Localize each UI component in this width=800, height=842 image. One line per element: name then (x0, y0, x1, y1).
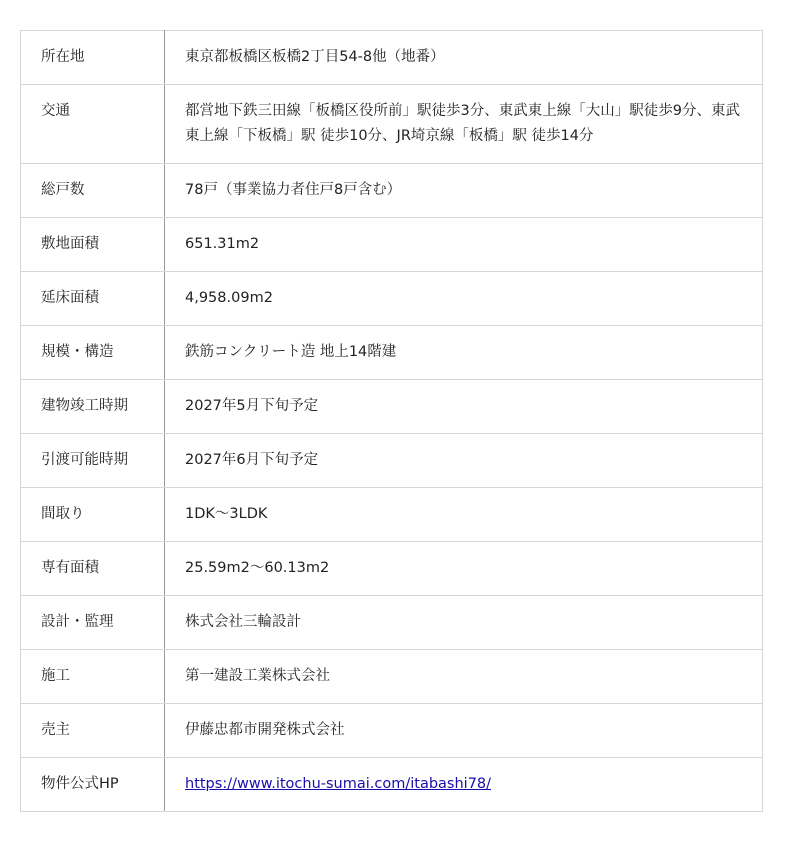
row-label: 設計・監理 (21, 596, 165, 650)
table-row-seller (21, 704, 763, 758)
row-label: 延床面積 (21, 272, 165, 326)
table-row-site-area (21, 218, 763, 272)
table-row-design (21, 596, 763, 650)
row-label: 敷地面積 (21, 218, 165, 272)
row-value: 伊藤忠都市開発株式会社 (165, 704, 763, 758)
row-value: 4,958.09m2 (165, 272, 763, 326)
row-value: 2027年6月下旬予定 (165, 434, 763, 488)
row-label: 規模・構造 (21, 326, 165, 380)
property-spec-table-container (20, 30, 762, 812)
row-value: 25.59m2～60.13m2 (165, 542, 763, 596)
table-row-layout (21, 488, 763, 542)
row-value: 東京都板橋区板橋2丁目54-8他（地番） (165, 31, 763, 85)
row-value: 第一建設工業株式会社 (165, 650, 763, 704)
row-label: 専有面積 (21, 542, 165, 596)
table-row-official-site (21, 758, 763, 812)
table-row-handover (21, 434, 763, 488)
table-row-access (21, 85, 763, 164)
row-value: 都営地下鉄三田線「板橋区役所前」駅徒歩3分、東武東上線「大山」駅徒歩9分、東武東上線「下板橋」駅 徒歩10分、JR埼京線「板橋」駅 徒歩14分 (165, 85, 763, 164)
row-label: 施工 (21, 650, 165, 704)
table-row-location (21, 31, 763, 85)
row-value: 1DK～3LDK (165, 488, 763, 542)
property-spec-table (20, 30, 763, 812)
row-value: 株式会社三輪設計 (165, 596, 763, 650)
row-label: 建物竣工時期 (21, 380, 165, 434)
official-site-link[interactable]: https://www.itochu-sumai.com/itabashi78/ (185, 776, 492, 792)
row-value: 2027年5月下旬予定 (165, 380, 763, 434)
row-label: 物件公式HP (21, 758, 165, 812)
table-row-construction (21, 650, 763, 704)
table-row-floor-area (21, 272, 763, 326)
row-value: 78戸（事業協力者住戸8戸含む） (165, 164, 763, 218)
row-label: 交通 (21, 85, 165, 164)
row-value-cell (165, 758, 763, 812)
row-value: 651.31m2 (165, 218, 763, 272)
row-label: 間取り (21, 488, 165, 542)
table-row-structure (21, 326, 763, 380)
table-row-completion (21, 380, 763, 434)
row-label: 所在地 (21, 31, 165, 85)
table-row-exclusive-area (21, 542, 763, 596)
table-row-total-units (21, 164, 763, 218)
row-value: 鉄筋コンクリート造 地上14階建 (165, 326, 763, 380)
row-label: 総戸数 (21, 164, 165, 218)
row-label: 引渡可能時期 (21, 434, 165, 488)
row-label: 売主 (21, 704, 165, 758)
